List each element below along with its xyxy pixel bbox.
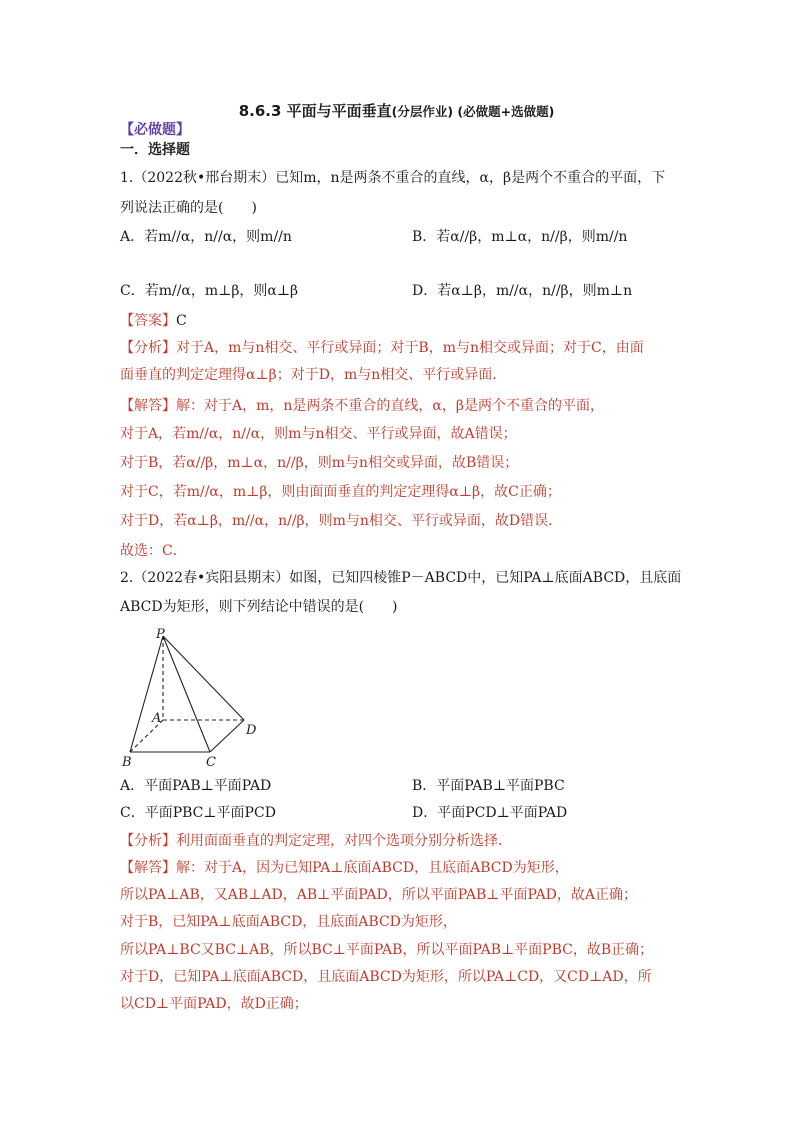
q1-analysis-line1 [120, 338, 644, 358]
q2-stem-line2: ABCD为矩形，则下列结论中错误的是( ) [120, 599, 398, 615]
q2-solution-line4: 所以PA⊥BC又BC⊥AB，所以BC⊥平面PAB，所以平面PAB⊥平面PBC，故B正确； [120, 942, 654, 958]
q1-solution-line3: 对于B，若α//β，m⊥α，n//β，则m与n相交或异面，故B错误； [120, 455, 519, 471]
q1-analysis-text: 对于A，m与n相交、平行或异面；对于B，m与n相交或异面；对于C，由面 [176, 340, 644, 356]
q1-answer-value: C [176, 313, 187, 329]
edge-cd [210, 720, 244, 752]
label-a: A [152, 711, 162, 726]
q2-option-c: C．平面PBC⊥平面PCD [120, 805, 276, 821]
label-p: P [156, 627, 165, 642]
q2-option-a: A．平面PAB⊥平面PAD [120, 778, 272, 794]
q2-solution-line5: 对于D，已知PA⊥底面ABCD，且底面ABCD为矩形，所以PA⊥CD，又CD⊥AD，所 [120, 969, 652, 985]
q1-solution-line5: 对于D，若α⊥β，m//α，n//β，则m与n相交、平行或异面，故D错误． [120, 513, 563, 529]
title-main: 8.6.3 平面与平面垂直 [238, 102, 392, 120]
q1-option-d: D．若α⊥β，m//α，n//β，则m⊥n [412, 283, 633, 299]
q2-solution-line6: 以CD⊥平面PAD，故D正确； [120, 996, 308, 1012]
q1-answer [120, 311, 187, 331]
q2-solution-line3: 对于B，已知PA⊥底面ABCD，且底面ABCD为矩形， [120, 914, 457, 930]
edge-pc [163, 636, 210, 752]
q2-stem-line1: 2.（2022春•宾阳县期末）如图，已知四棱锥P－ABCD中，已知PA⊥底面ABCD，且底面 [120, 570, 682, 586]
q1-analysis-label: 【分析】 [120, 340, 176, 356]
q2-option-b: B．平面PAB⊥平面PBC [412, 778, 565, 794]
pyramid-figure [118, 626, 268, 772]
q2-solution-line1 [120, 858, 569, 878]
q2-solution-label: 【解答】 [120, 860, 176, 876]
edge-pb [130, 636, 163, 752]
q1-choice: 故选：C． [120, 543, 187, 559]
q1-solution-line1 [120, 396, 604, 416]
q1-analysis-line2: 面垂直的判定定理得α⊥β；对于D，m与n相交、平行或异面． [120, 367, 507, 383]
q1-option-b: B．若α//β，m⊥α，n//β，则m//n [412, 229, 628, 245]
q1-option-c: C．若m//α，m⊥β，则α⊥β [120, 283, 299, 299]
q2-analysis-label: 【分析】 [120, 833, 176, 849]
q1-solution-line2: 对于A，若m//α，n//α，则m与n相交、平行或异面，故A错误； [120, 426, 517, 442]
section-tag: 【必做题】 [120, 122, 190, 138]
q1-answer-label: 【答案】 [120, 313, 176, 329]
q2-analysis-text: 利用面面垂直的判定定理，对四个选项分别分析选择． [176, 833, 512, 849]
q2-solution-line2: 所以PA⊥AB，又AB⊥AD，AB⊥平面PAD，所以平面PAB⊥平面PAD，故A正确； [120, 887, 638, 903]
label-d: D [246, 723, 257, 738]
label-b: B [122, 755, 132, 770]
q1-stem-line1: 1.（2022秋•邢台期末）已知m，n是两条不重合的直线，α，β是两个不重合的平面，下 [120, 170, 666, 186]
title-sub: (分层作业) (必做题+选做题) [391, 104, 555, 119]
q1-solution-line4: 对于C，若m//α，m⊥β，则由面面垂直的判定定理得α⊥β，故C正确； [120, 484, 561, 500]
q2-option-d: D．平面PCD⊥平面PAD [412, 805, 568, 821]
q2-solution-text: 解：对于A，因为已知PA⊥底面ABCD，且底面ABCD为矩形， [176, 860, 569, 876]
q1-stem-line2: 列说法正确的是( ) [120, 200, 257, 216]
edge-pd [163, 636, 244, 720]
section-heading: 一．选择题 [120, 142, 190, 158]
q1-option-a: A．若m//α，n//α，则m//n [120, 229, 292, 245]
page-title [0, 100, 793, 121]
q1-solution-text: 解：对于A，m，n是两条不重合的直线，α，β是两个不重合的平面， [176, 398, 604, 414]
q1-solution-label: 【解答】 [120, 398, 176, 414]
label-c: C [206, 755, 216, 770]
q2-analysis-line1 [120, 831, 512, 851]
